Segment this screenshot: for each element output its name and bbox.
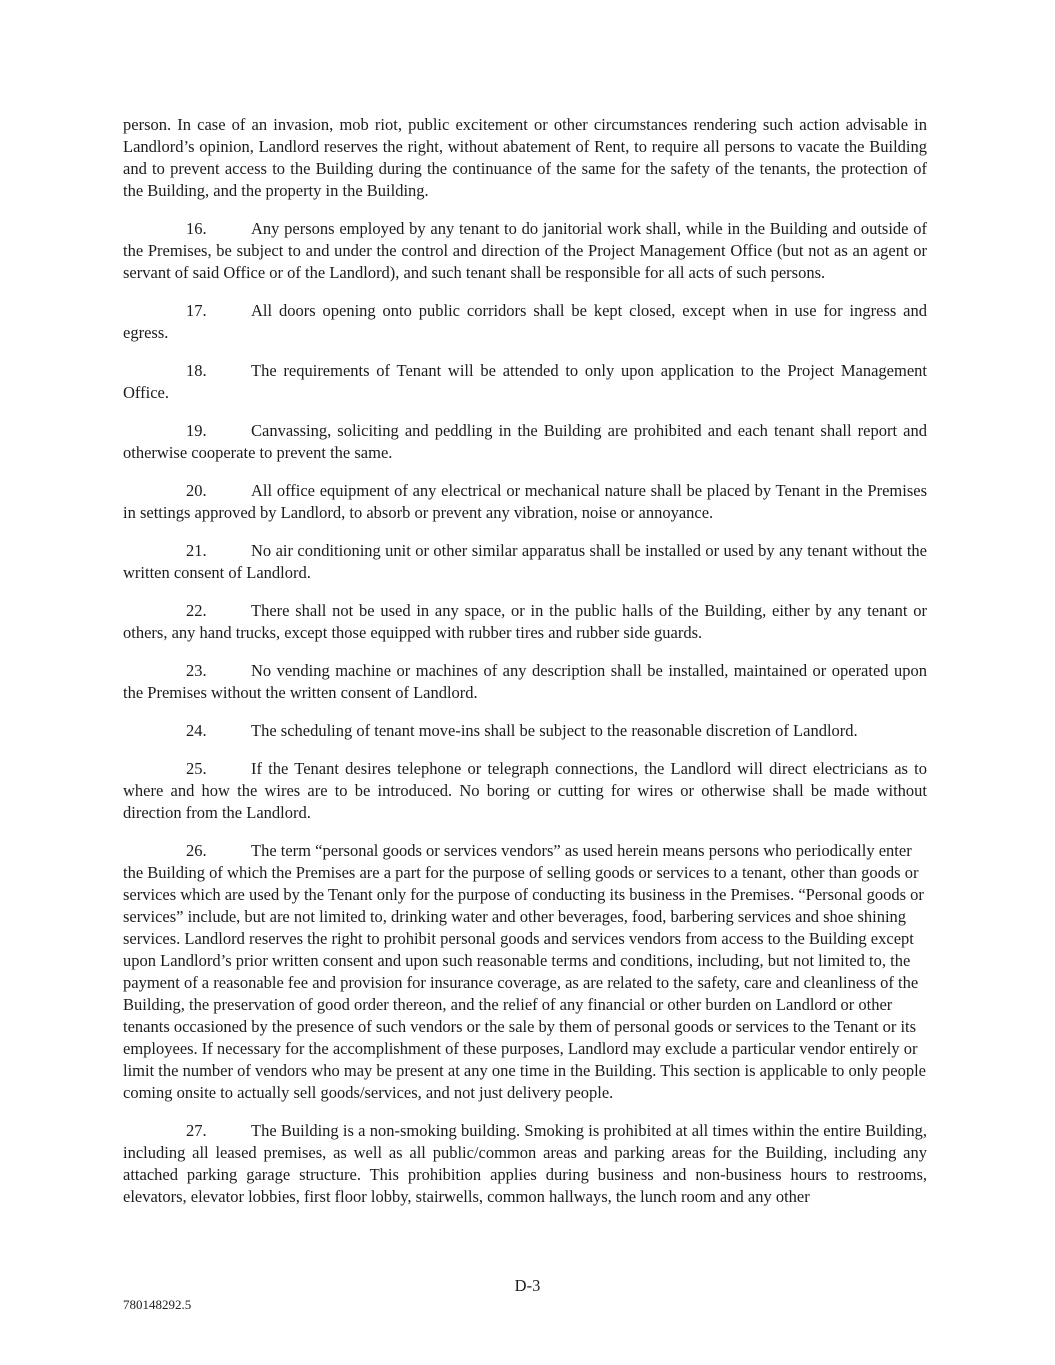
rule-text: All doors opening onto public corridors shall be kept closed, except when in use for ingress and egress. xyxy=(123,301,927,342)
rule-paragraph-17 xyxy=(123,300,927,344)
rule-number: 23. xyxy=(186,661,207,680)
rule-number: 21. xyxy=(186,541,207,560)
rule-number: 25. xyxy=(186,759,207,778)
rule-text: No air conditioning unit or other similar apparatus shall be installed or used by any tenant without the written consent of Landlord. xyxy=(123,541,927,582)
rule-paragraph-23 xyxy=(123,660,927,704)
rule-text: person. In case of an invasion, mob riot, public excitement or other circumstances rendering such action advisable in Landlord’s opinion, Landlord reserves the right, without abatement of Rent, to require all persons to vacate the Building and to prevent access to the Building during the continuance of the same for the safety of the tenants, the protection of the Building, and the property in the Building. xyxy=(123,115,927,200)
rule-number: 16. xyxy=(186,219,207,238)
rule-text: The requirements of Tenant will be attended to only upon application to the Project Management Office. xyxy=(123,361,927,402)
rule-number: 17. xyxy=(186,301,207,320)
rule-number: 27. xyxy=(186,1121,207,1140)
rule-number: 20. xyxy=(186,481,207,500)
rule-paragraph-24 xyxy=(123,720,927,742)
rule-paragraph-18 xyxy=(123,360,927,404)
rule-text: The Building is a non-smoking building. Smoking is prohibited at all times within the entire Building, including all leased premises, as well as all public/common areas and parking areas for the Building, including any attached parking garage structure. This prohibition applies during business and non-business hours to restrooms, elevators, elevator lobbies, first floor lobby, stairwells, common hallways, the lunch room and any other xyxy=(123,1121,927,1206)
rule-text: Any persons employed by any tenant to do janitorial work shall, while in the Building and outside of the Premises, be subject to and under the control and direction of the Project Management Office (but not as an agent or servant of said Office or of the Landlord), and such tenant shall be responsible for all acts of such persons. xyxy=(123,219,927,282)
rule-number: 22. xyxy=(186,601,207,620)
rule-number: 26. xyxy=(186,841,207,860)
rule-text: If the Tenant desires telephone or telegraph connections, the Landlord will direct electricians as to where and how the wires are to be introduced. No boring or cutting for wires or otherwise shall be made without direction from the Landlord. xyxy=(123,759,927,822)
rule-paragraph-22 xyxy=(123,600,927,644)
rule-number: 18. xyxy=(186,361,207,380)
rule-number: 19. xyxy=(186,421,207,440)
rule-text: Canvassing, soliciting and peddling in the Building are prohibited and each tenant shall report and otherwise cooperate to prevent the same. xyxy=(123,421,927,462)
rule-paragraph-20 xyxy=(123,480,927,524)
rule-paragraph-27 xyxy=(123,1120,927,1208)
rule-text: There shall not be used in any space, or in the public halls of the Building, either by any tenant or others, any hand trucks, except those equipped with rubber tires and rubber side guards. xyxy=(123,601,927,642)
rule-text: All office equipment of any electrical or mechanical nature shall be placed by Tenant in the Premises in settings approved by Landlord, to absorb or prevent any vibration, noise or annoyance. xyxy=(123,481,927,522)
rule-paragraph-25 xyxy=(123,758,927,824)
rule-text: No vending machine or machines of any description shall be installed, maintained or operated upon the Premises without the written consent of Landlord. xyxy=(123,661,927,702)
rule-text: The term “personal goods or services vendors” as used herein means persons who periodically enter the Building of which the Premises are a part for the purpose of selling goods or services to a tenant, other than goods or services which are used by the Tenant only for the purpose of conducting its business in the Premises. “Personal goods or services” include, but are not limited to, drinking water and other beverages, food, barbering services and shoe shining services. Landlord reserves the right to prohibit personal goods and services vendors from access to the Building except upon Landlord’s prior written consent and upon such reasonable terms and conditions, including, but not limited to, the payment of a reasonable fee and provision for insurance coverage, as are related to the safety, care and cleanliness of the Building, the preservation of good order thereon, and the relief of any financial or other burden on Landlord or other tenants occasioned by the presence of such vendors or the sale by them of personal goods or services to the Tenant or its employees. If necessary for the accomplishment of these purposes, Landlord may exclude a particular vendor entirely or limit the number of vendors who may be present at any one time in the Building. This section is applicable to only people coming onsite to actually sell goods/services, and not just delivery people. xyxy=(123,841,926,1102)
document-number: 780148292.5 xyxy=(123,1297,192,1312)
rule-number: 24. xyxy=(186,721,207,740)
page-number: D-3 xyxy=(514,1276,541,1295)
document-body xyxy=(123,114,927,1224)
rule-paragraph-16 xyxy=(123,218,927,284)
rule-paragraph-21 xyxy=(123,540,927,584)
rule-paragraph-26 xyxy=(123,840,927,1104)
rule-paragraph-continuation xyxy=(123,114,927,202)
rule-text: The scheduling of tenant move-ins shall be subject to the reasonable discretion of Landlord. xyxy=(251,721,858,740)
rule-paragraph-19 xyxy=(123,420,927,464)
